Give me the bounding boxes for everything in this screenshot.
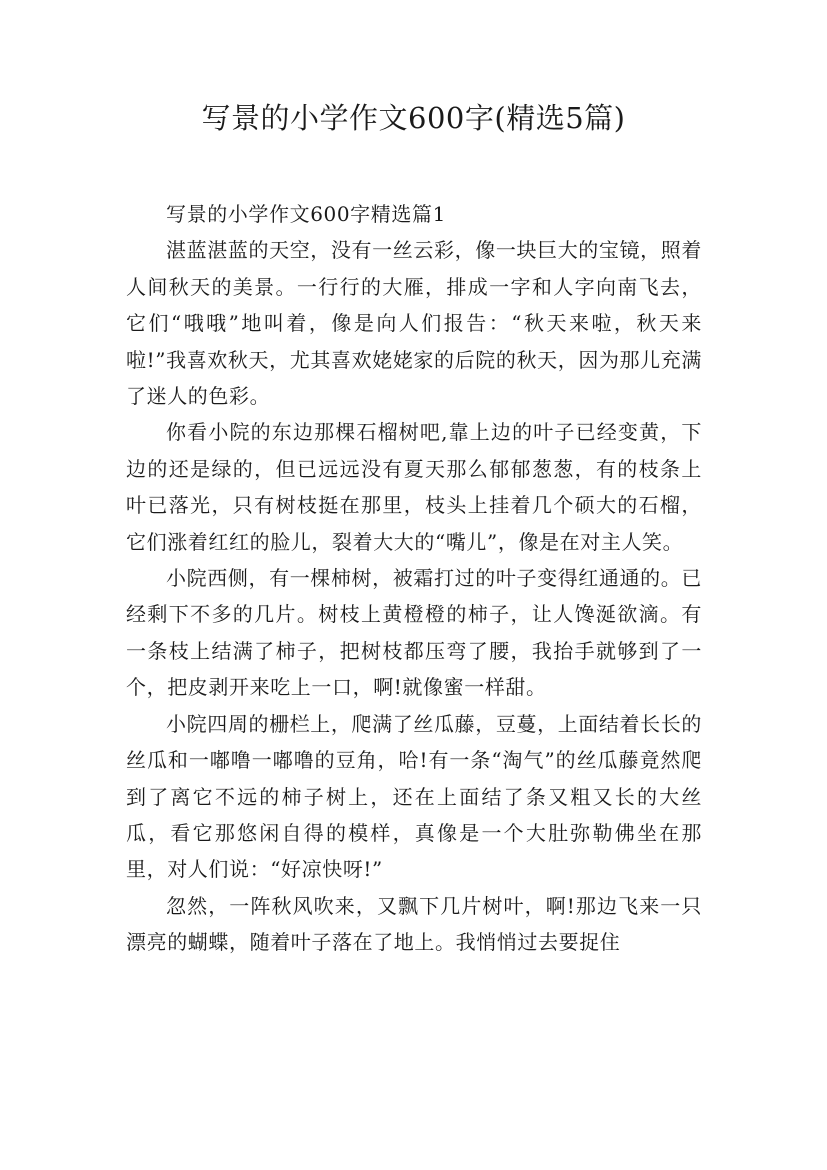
paragraph-sky: 湛蓝湛蓝的天空，没有一丝云彩，像一块巨大的宝镜，照着人间秋天的美景。一行行的大雁，排成一字和人字向南飞去，它们“哦哦”地叫着，像是向人们报告：“秋天来啦，秋天来啦!”我喜欢秋天，尤其喜欢姥姥家的后院的秋天，因为那儿充满了迷人的色彩。 [126, 238, 702, 409]
paragraph-butterfly: 忽然，一阵秋风吹来，又飘下几片树叶，啊!那边飞来一只漂亮的蝴蝶，随着叶子落在了地上。我悄悄过去要捉住 [126, 893, 702, 955]
section-heading: 写景的小学作文600字精选篇1 [166, 202, 446, 226]
document-body [126, 196, 702, 961]
paragraph-luffa: 小院四周的栅栏上，爬满了丝瓜藤，豆蔓，上面结着长长的丝瓜和一嘟噜一嘟噜的豆角，哈!有一条“淘气”的丝瓜藤竟然爬到了离它不远的柿子树上，还在上面结了条又粗又长的大丝瓜，看它那悠闲自得的模样，真像是一个大肚弥勒佛坐在那里，对人们说：“好凉快呀!” [126, 711, 702, 882]
paragraph-pomegranate: 你看小院的东边那棵石榴树吧,靠上边的叶子已经变黄，下边的还是绿的，但已远远没有夏天那么郁郁葱葱，有的枝条上叶已落光，只有树枝挺在那里，枝头上挂着几个硕大的石榴，它们涨着红红的脸儿，裂着大大的“嘴儿”，像是在对主人笑。 [126, 420, 702, 554]
document-title: 写景的小学作文600字(精选5篇) [201, 101, 626, 135]
paragraph-persimmon: 小院西侧，有一棵柿树，被霜打过的叶子变得红通通的。已经剩下不多的几片。树枝上黄橙橙的柿子，让人馋涎欲滴。有一条枝上结满了柿子，把树枝都压弯了腰，我抬手就够到了一个，把皮剥开来吃上一口，啊!就像蜜一样甜。 [126, 566, 702, 700]
